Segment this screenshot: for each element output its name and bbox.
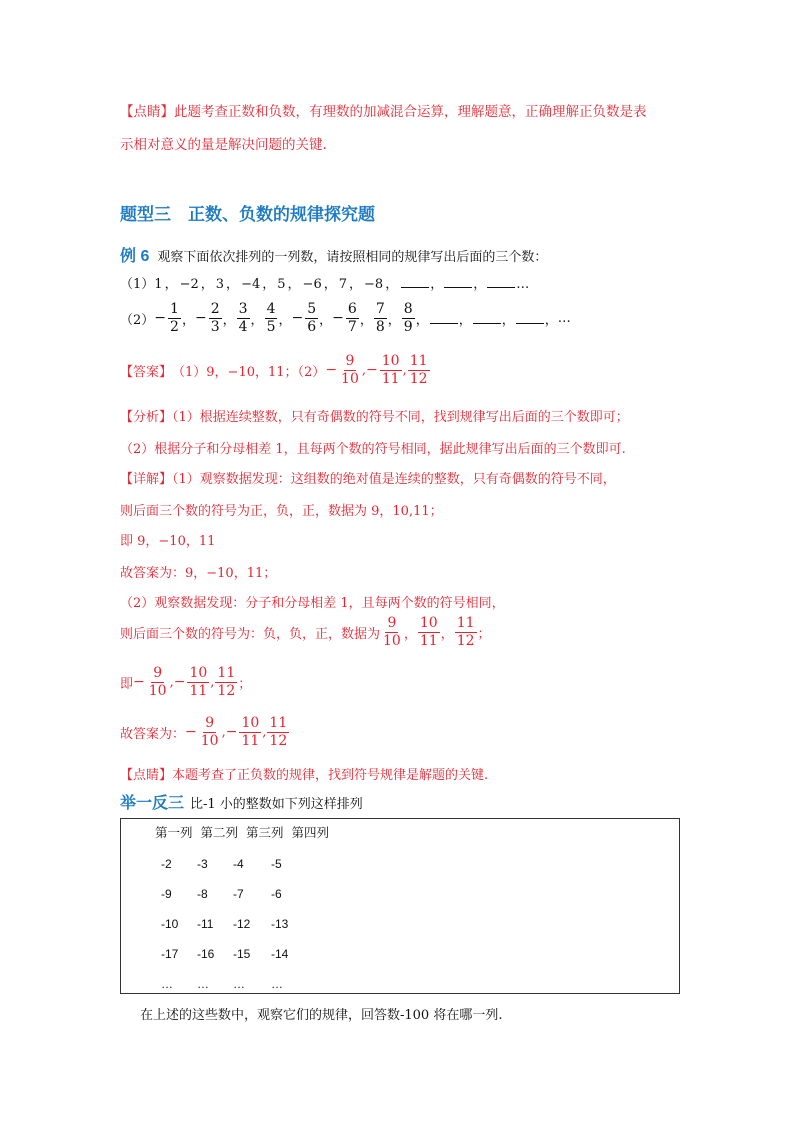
answer-tag: 【答案】 bbox=[120, 364, 173, 380]
table-cell: … bbox=[197, 977, 209, 991]
sequence-number: 7 bbox=[338, 277, 348, 292]
signed-fraction bbox=[401, 302, 416, 334]
denominator: 10 bbox=[200, 732, 219, 749]
denominator: 12 bbox=[456, 632, 475, 649]
table-cell: -15 bbox=[233, 947, 251, 961]
comma: , bbox=[221, 724, 226, 740]
minus-sign: − bbox=[225, 724, 238, 741]
denominator: 7 bbox=[347, 318, 357, 335]
denominator: 10 bbox=[341, 370, 359, 387]
detail-text-8: 故答案为： bbox=[120, 726, 186, 742]
minus-sign: − bbox=[366, 362, 378, 379]
punct: ； bbox=[238, 676, 252, 692]
numerator: 9 bbox=[205, 715, 215, 731]
detail-line-4: 故答案为：9，−10，11； bbox=[120, 566, 277, 581]
signed-fraction bbox=[226, 716, 263, 748]
signed-fraction bbox=[266, 716, 290, 748]
example-heading bbox=[120, 243, 547, 266]
minus-sign: − bbox=[325, 362, 338, 379]
table-header-cell: 第四列 bbox=[291, 825, 330, 840]
practice-heading bbox=[120, 790, 363, 813]
denominator: 12 bbox=[269, 732, 288, 749]
example-label: 例 6 bbox=[120, 248, 150, 265]
table-header-cell: 第二列 bbox=[200, 825, 239, 840]
answer-blank bbox=[401, 276, 429, 288]
detail-line-2: 则后面三个数的符号为正，负，正，数据为 9，10,11； bbox=[120, 504, 443, 519]
comma: ， bbox=[403, 626, 417, 642]
question-1: （1）1 ， −2 ， 3 ， −4 ， 5 ， −6 ， 7 ， −8 ， ， ， … bbox=[120, 277, 530, 292]
example-intro: 观察下面依次排列的一列数，请按照相同的规律写出后面的三个数： bbox=[157, 250, 548, 265]
q1-prefix: （1） bbox=[120, 277, 155, 292]
numerator: 10 bbox=[241, 715, 260, 731]
signed-fraction bbox=[185, 716, 222, 748]
analysis-tag: 【分析】 bbox=[120, 410, 173, 425]
table-header-cell: 第一列 bbox=[155, 825, 193, 840]
comma: ， bbox=[226, 277, 240, 292]
signed-fraction bbox=[133, 666, 170, 698]
denominator: 3 bbox=[210, 318, 220, 335]
sequence-number: −8 bbox=[364, 277, 384, 292]
signed-fraction bbox=[380, 616, 404, 648]
fraction bbox=[215, 666, 237, 698]
tip2-tag: 【点睛】 bbox=[120, 768, 173, 783]
answer-fractions bbox=[325, 354, 430, 386]
fraction bbox=[418, 616, 440, 648]
table-cell: -6 bbox=[271, 887, 282, 901]
tip2-text: 本题考查了正负数的规律，找到符号规律是解题的关键. bbox=[172, 768, 489, 783]
numerator: 10 bbox=[381, 353, 400, 369]
denominator: 11 bbox=[419, 632, 438, 649]
signed-fraction bbox=[332, 302, 360, 334]
denominator: 2 bbox=[170, 318, 179, 335]
denominator: 5 bbox=[266, 318, 276, 335]
sequence-number: 1 bbox=[154, 277, 163, 292]
numerator: 10 bbox=[189, 665, 208, 681]
table-cell: -7 bbox=[233, 887, 244, 901]
punct: ； bbox=[477, 626, 491, 642]
denominator: 11 bbox=[189, 682, 208, 699]
fraction bbox=[380, 354, 402, 386]
question-2: （2） − $\frac{1}{2}$ ， − $\frac{2}{3}$ ， $\frac{3}{4}$ ， $\frac{4}{5}$ ， − $\frac{5}{6}$ ， − $\frac{6}{7}$ ， $\frac{7}{8}$ ， $\frac{8}{9}$ ， ， ， ， … bbox=[120, 301, 571, 335]
fraction bbox=[187, 666, 209, 698]
number-table bbox=[120, 818, 680, 994]
table-cell: -10 bbox=[161, 917, 179, 931]
comma: ， bbox=[200, 277, 214, 292]
fraction bbox=[374, 302, 387, 334]
denominator: 11 bbox=[381, 370, 400, 387]
fraction bbox=[346, 302, 359, 334]
denominator: 4 bbox=[238, 318, 248, 335]
denominator: 10 bbox=[383, 632, 401, 649]
comma: ， bbox=[250, 312, 264, 328]
comma: ， bbox=[323, 277, 337, 292]
fraction bbox=[147, 666, 169, 698]
sequence-number: −6 bbox=[302, 277, 322, 292]
numerator: 10 bbox=[419, 615, 438, 631]
tip-tag: 【点睛】 bbox=[120, 104, 174, 120]
sequence-number: 5 bbox=[277, 277, 286, 292]
signed-fraction bbox=[407, 354, 431, 386]
fraction bbox=[408, 354, 430, 386]
table-cell: -16 bbox=[197, 947, 215, 961]
sequence-number: −4 bbox=[241, 277, 261, 292]
answer-blank bbox=[444, 276, 472, 288]
detail-line-3: 即 9，−10，11 bbox=[120, 534, 216, 549]
comma: ， bbox=[164, 277, 178, 292]
detail-line-6 bbox=[120, 616, 491, 648]
numerator: 11 bbox=[217, 665, 236, 681]
detail-text-6: 则后面三个数的符号为：负，负，正，数据为 bbox=[120, 626, 381, 642]
signed-fraction bbox=[325, 354, 362, 386]
fraction bbox=[267, 716, 289, 748]
numerator: 7 bbox=[375, 301, 385, 317]
answer-line bbox=[120, 354, 431, 386]
table-cell: -17 bbox=[161, 947, 179, 961]
practice-text: 比-1 小的整数如下列这样排列 bbox=[190, 797, 363, 812]
table-cell: -2 bbox=[161, 857, 172, 871]
denominator: 11 bbox=[241, 732, 260, 749]
detail-text-1: （1）观察数据发现：这组数的绝对值是连续的整数，只有奇偶数的符号不同， bbox=[172, 472, 616, 487]
table-cell: -4 bbox=[233, 857, 244, 871]
comma: ， bbox=[415, 312, 429, 328]
comma: ， bbox=[385, 277, 399, 292]
minus-sign: − bbox=[291, 310, 304, 327]
numerator: 11 bbox=[409, 353, 428, 369]
detail-line-7 bbox=[120, 666, 251, 698]
minus-sign: − bbox=[133, 674, 145, 691]
table-cell: … bbox=[233, 977, 245, 991]
detail-fractions bbox=[185, 716, 290, 748]
minus-sign: − bbox=[185, 724, 197, 741]
comma: ， bbox=[319, 312, 333, 328]
fraction bbox=[402, 302, 415, 334]
numerator: 2 bbox=[210, 301, 220, 317]
answer-blank bbox=[430, 312, 458, 324]
minus-sign: − bbox=[332, 310, 344, 327]
detail-line-5: （2）观察数据发现：分子和分母相差 1，且每两个数的符号相同， bbox=[120, 596, 505, 611]
numerator: 3 bbox=[238, 301, 248, 317]
table-cell: -9 bbox=[161, 887, 172, 901]
q2-prefix: （2） bbox=[120, 312, 155, 328]
detail-fractions bbox=[133, 666, 251, 698]
comma: ， bbox=[262, 277, 276, 292]
comma: ， bbox=[278, 312, 292, 328]
q1-sequence bbox=[154, 277, 400, 292]
signed-fraction bbox=[366, 354, 403, 386]
denominator: 9 bbox=[403, 318, 413, 335]
comma: ， bbox=[349, 277, 363, 292]
numerator: 8 bbox=[403, 301, 413, 317]
analysis-text-1: （1）根据连续整数，只有奇偶数的符号不同，找到规律写出后面的三个数即可； bbox=[172, 410, 629, 425]
fraction bbox=[381, 616, 403, 648]
signed-fraction bbox=[373, 302, 388, 334]
comma: , bbox=[361, 362, 367, 378]
detail-fractions bbox=[380, 616, 491, 648]
denominator: 10 bbox=[148, 682, 167, 699]
detail-line-1 bbox=[120, 468, 616, 487]
sequence-number: 3 bbox=[215, 277, 225, 292]
signed-fraction bbox=[454, 616, 478, 648]
table-cell: -13 bbox=[271, 917, 289, 931]
table-cell: -8 bbox=[197, 887, 208, 901]
minus-sign: − bbox=[154, 310, 167, 327]
signed-fraction bbox=[236, 302, 251, 334]
numerator: 5 bbox=[307, 301, 317, 317]
fraction bbox=[237, 302, 250, 334]
fraction bbox=[305, 302, 318, 334]
signed-fraction bbox=[154, 302, 182, 334]
denominator: 12 bbox=[217, 682, 236, 699]
denominator: 6 bbox=[307, 318, 317, 335]
comma: ， bbox=[287, 277, 301, 292]
practice-question: 在上述的这些数中，观察它们的规律，回答数-100 将在哪一列. bbox=[140, 1008, 503, 1023]
comma: , bbox=[169, 674, 174, 690]
table-cell: -3 bbox=[197, 857, 208, 871]
denominator: 12 bbox=[409, 370, 428, 387]
signed-fraction bbox=[174, 666, 211, 698]
table-cell: -12 bbox=[233, 917, 251, 931]
detail-text-7: 即 bbox=[120, 676, 134, 692]
comma: ， bbox=[387, 312, 401, 328]
table-cell: -5 bbox=[271, 857, 282, 871]
comma: ， bbox=[440, 626, 454, 642]
fraction bbox=[209, 302, 222, 334]
answer-part-1: （1）9，−10，11；（2） bbox=[172, 364, 326, 380]
fraction bbox=[199, 716, 221, 748]
sequence-number: −2 bbox=[179, 277, 199, 292]
tip-line-1 bbox=[120, 100, 647, 120]
tip2-line bbox=[120, 764, 488, 783]
fraction bbox=[455, 616, 477, 648]
table-header-cell: 第三列 bbox=[246, 825, 284, 840]
q2-ellipsis: … bbox=[557, 310, 571, 326]
numerator: 11 bbox=[269, 715, 288, 731]
fraction bbox=[168, 302, 181, 334]
table-cell: -14 bbox=[271, 947, 289, 961]
denominator: 8 bbox=[375, 318, 385, 335]
minus-sign: − bbox=[194, 310, 207, 327]
numerator: 9 bbox=[387, 615, 397, 631]
comma: ， bbox=[181, 312, 195, 328]
signed-fraction bbox=[417, 616, 441, 648]
numerator: 9 bbox=[345, 353, 355, 369]
signed-fraction bbox=[264, 302, 279, 334]
numerator: 6 bbox=[347, 301, 357, 317]
numerator: 9 bbox=[153, 665, 163, 681]
detail-line-8 bbox=[120, 716, 290, 748]
comma: , bbox=[262, 724, 267, 740]
comma: ， bbox=[359, 312, 373, 328]
comma: , bbox=[402, 362, 407, 378]
comma: , bbox=[210, 674, 215, 690]
numerator: 4 bbox=[266, 301, 276, 317]
tip-line-2: 示相对意义的量是解决问题的关键. bbox=[120, 137, 327, 153]
table-cell: … bbox=[271, 977, 283, 991]
fraction bbox=[339, 354, 361, 386]
signed-fraction bbox=[195, 302, 223, 334]
numerator: 11 bbox=[456, 615, 475, 631]
answer-blank bbox=[473, 312, 501, 324]
q1-ellipsis: … bbox=[516, 277, 530, 292]
comma: ， bbox=[222, 312, 236, 328]
fraction bbox=[265, 302, 278, 334]
answer-blank bbox=[487, 276, 515, 288]
signed-fraction bbox=[214, 666, 238, 698]
section-title: 题型三 正数、负数的规律探究题 bbox=[120, 205, 375, 224]
q2-sequence bbox=[154, 302, 428, 334]
table-header bbox=[155, 823, 337, 841]
analysis-line-1 bbox=[120, 406, 629, 425]
table-cell: -11 bbox=[197, 917, 214, 931]
practice-label: 举一反三 bbox=[120, 795, 185, 812]
table-cell: … bbox=[161, 977, 173, 991]
detail-tag: 【详解】 bbox=[120, 472, 173, 487]
fraction bbox=[239, 716, 261, 748]
answer-blank bbox=[516, 312, 544, 324]
signed-fraction bbox=[292, 302, 320, 334]
minus-sign: − bbox=[173, 674, 186, 691]
tip-text: 此题考查正数和负数，有理数的加减混合运算，理解题意，正确理解正负数是表 bbox=[174, 104, 647, 120]
analysis-line-2: （2）根据分子和分母相差 1，且每两个数的符号相同，据此规律写出后面的三个数即可. bbox=[120, 442, 626, 457]
numerator: 1 bbox=[170, 301, 179, 317]
